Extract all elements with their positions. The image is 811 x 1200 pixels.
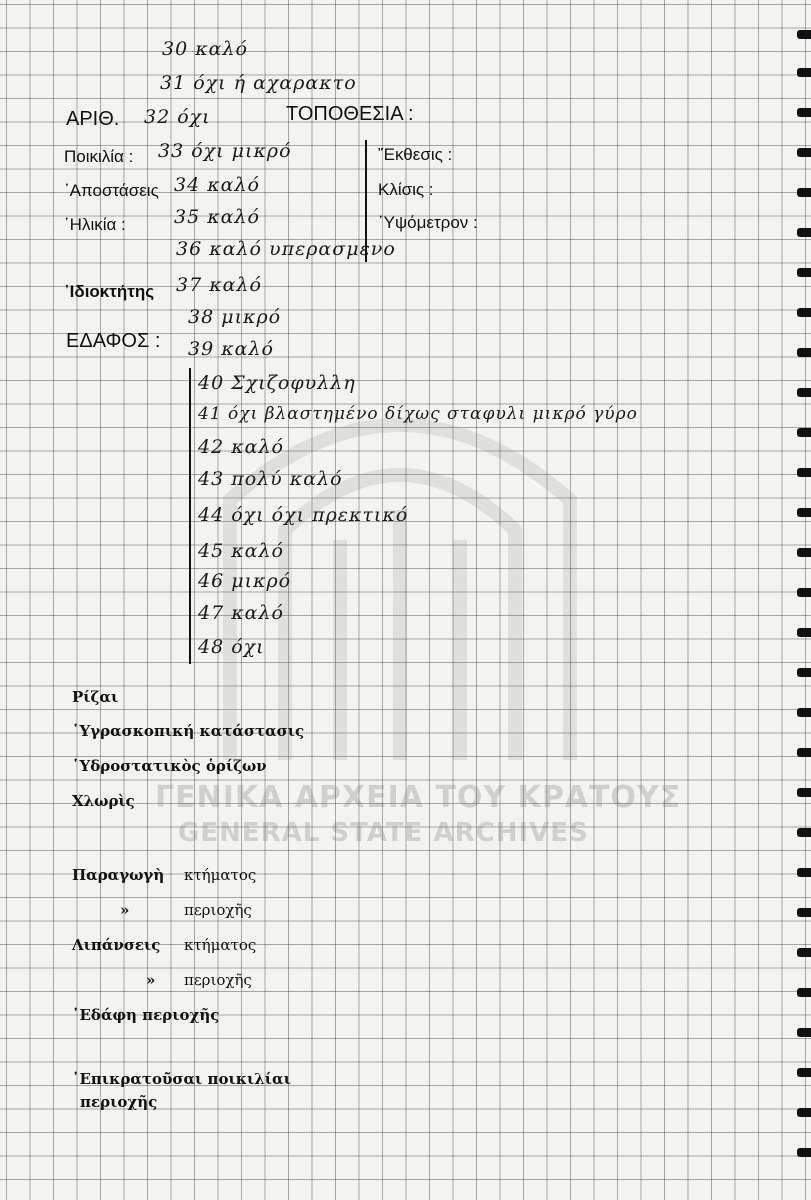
ekthesis-label: ῎Εκθεσις : (378, 145, 453, 164)
soil-list-bracket (189, 368, 191, 664)
ditto-mark: » (146, 971, 156, 989)
handwritten-entry: 48 όχι (198, 636, 265, 658)
ktimatos-label: κτήματος (184, 866, 257, 884)
edafos-label: ΕΔΑΦΟΣ : (66, 330, 161, 352)
apostaseis-label: ᾿Αποστάσεις (64, 181, 159, 200)
handwritten-entry: 35 καλό (174, 206, 260, 228)
ypsometron-label: ῾Υψόμετρον : (378, 213, 478, 232)
lipanseis-label: Λιπάνσεις (72, 936, 161, 954)
spiral-binding (795, 0, 811, 1200)
handwritten-entry: 44 όχι όχι πρεκτικό (198, 504, 409, 526)
handwritten-entry: 45 καλό (198, 540, 284, 562)
handwritten-entry: 43 πολύ καλό (198, 468, 343, 490)
handwritten-entry: 46 μικρό (198, 570, 292, 592)
handwritten-entry: 33 όχι μικρό (158, 140, 292, 162)
handwritten-entry: 41 όχι βλαστημένο δίχως σταφυλι μικρό γύρο (198, 404, 638, 424)
arith-label: ΑΡΙΘ. (66, 108, 120, 130)
chloris-label: Χλωρὶς (72, 792, 135, 810)
rizai-label: Ρίζαι (72, 688, 119, 706)
handwritten-entry: 39 καλό (188, 338, 274, 360)
topothesia-label: ΤΟΠΟΘΕΣΙΑ : (286, 103, 414, 125)
handwritten-entry: 31 όχι ή αχαρακτο (160, 72, 357, 94)
klisis-label: Κλίσις : (378, 180, 434, 199)
ditto-mark: » (120, 901, 130, 919)
ktimatos-label: κτήματος (184, 936, 257, 954)
handwritten-entry: 36 καλό υπερασμενο (176, 238, 396, 260)
handwritten-entry: 30 καλό (162, 38, 248, 60)
handwritten-entry: 42 καλό (198, 436, 284, 458)
watermark-greek: ΓΕΝΙΚΑ ΑΡΧΕΙΑ ΤΟΥ ΚΡΑΤΟΥΣ (155, 780, 682, 815)
paragogi-label: Παραγωγὴ (72, 866, 165, 884)
handwritten-entry: 38 μικρό (188, 306, 282, 328)
periochis-label: περιοχῆς (80, 1093, 158, 1111)
handwritten-entry: 32 όχι (144, 106, 211, 128)
periochis-label: περιοχῆς (184, 971, 252, 989)
edafi-periochis-label: ᾿Εδάφη περιοχῆς (72, 1006, 220, 1024)
epikratousai-label: ᾿Επικρατοῦσαι ποικιλίαι (72, 1070, 291, 1088)
handwritten-entry: 34 καλό (174, 174, 260, 196)
handwritten-entry: 37 καλό (176, 274, 262, 296)
ygraskopiki-label: ῾Υγρασκοπική κατάστασις (72, 722, 305, 740)
ilikia-label: ῾Ηλικία : (64, 215, 126, 234)
periochis-label: περιοχῆς (184, 901, 252, 919)
ydrostatikos-label: ῾Υδροστατικὸς ὁρίζων (72, 757, 267, 775)
watermark-english: GENERAL STATE ARCHIVES (178, 818, 589, 848)
handwritten-entry: 40 Σχιζοφυλλη (198, 372, 356, 394)
handwritten-entry: 47 καλό (198, 602, 284, 624)
idioktitis-label: ᾿Ιδιοκτήτης (64, 282, 155, 301)
poikilia-label: Ποικιλία : (64, 147, 134, 166)
